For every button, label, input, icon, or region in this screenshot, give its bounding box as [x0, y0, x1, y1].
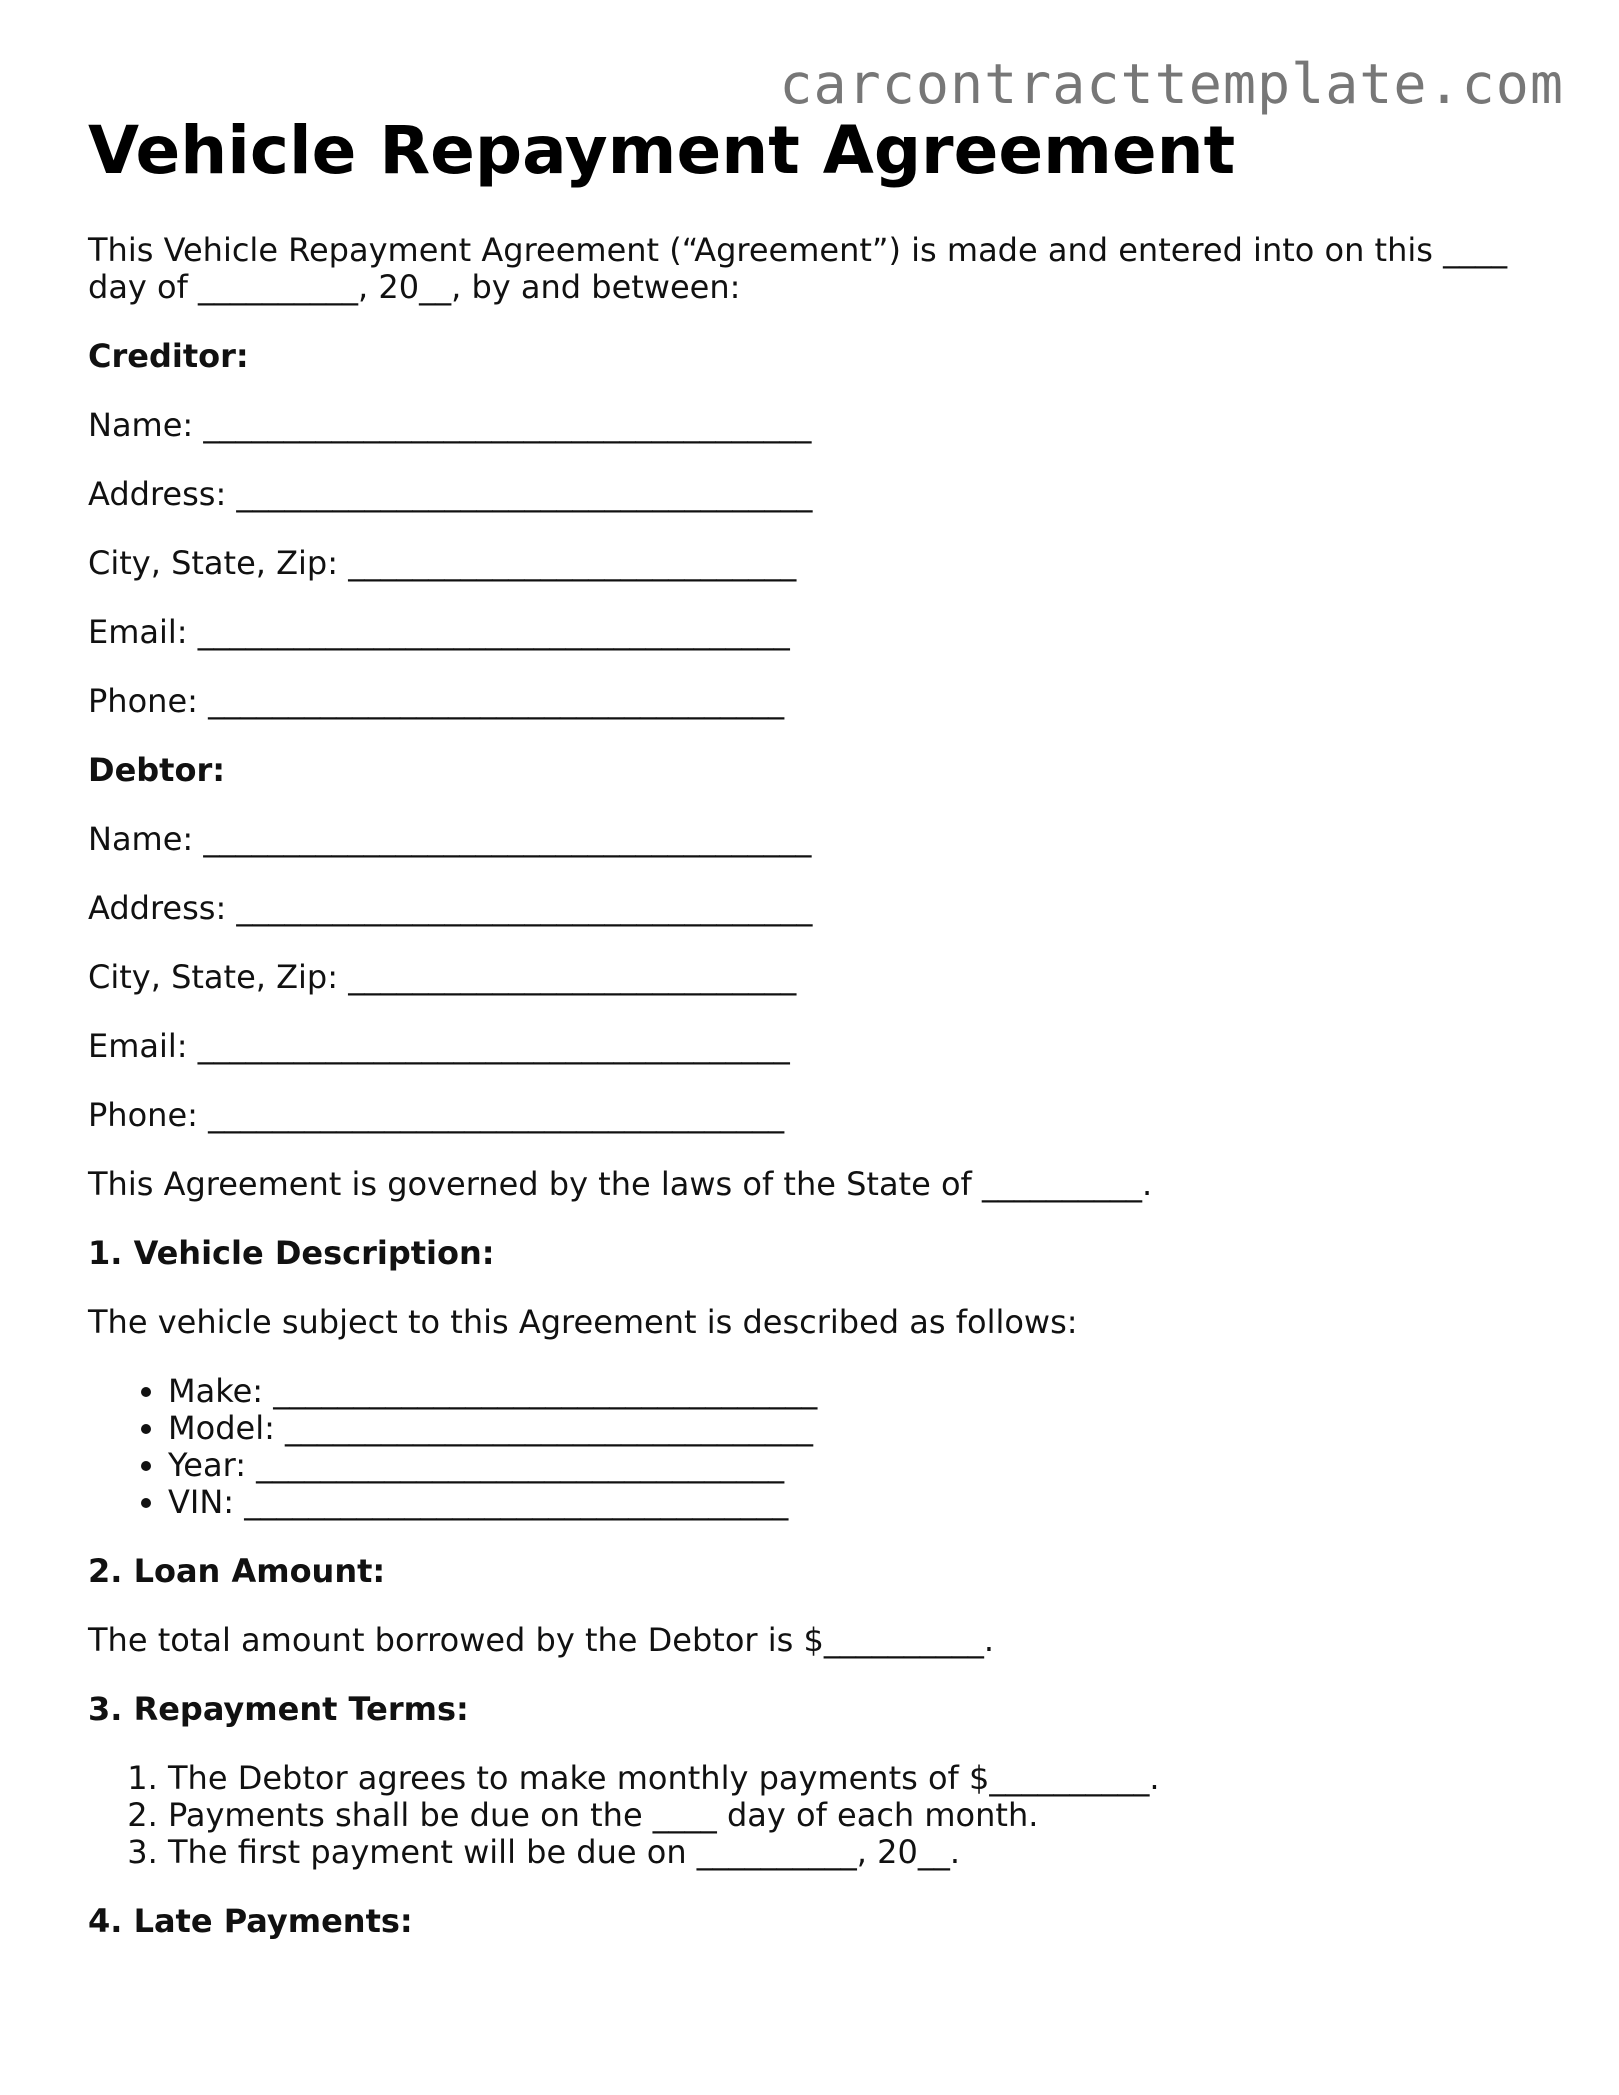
- repayment-list: [88, 1760, 1518, 1871]
- debtor-phone-field: Phone: ____________________________________: [88, 1096, 785, 1134]
- creditor-address-field: Address: ____________________________________: [88, 475, 813, 513]
- vehicle-year-item: • Year: _________________________________: [168, 1447, 1518, 1484]
- repayment-heading: 3. Repayment Terms:: [88, 1690, 469, 1728]
- debtor-email-field: Email: _____________________________________: [88, 1027, 790, 1065]
- debtor-address-field: Address: ____________________________________: [88, 889, 813, 927]
- intro-paragraph: This Vehicle Repayment Agreement (“Agreement”) is made and entered into on this ____ day of __________, 20__, by and between:: [88, 231, 1508, 306]
- repayment-item: 3. The first payment will be due on __________, 20__.: [168, 1834, 1518, 1871]
- vehicle-model-item: • Model: _________________________________: [168, 1410, 1518, 1447]
- debtor-name-field: Name: ______________________________________: [88, 820, 812, 858]
- creditor-city-field: City, State, Zip: ____________________________: [88, 544, 797, 582]
- debtor-heading: Debtor:: [88, 751, 226, 789]
- vehicle-vin-item: • VIN: __________________________________: [168, 1484, 1518, 1521]
- vehicle-heading: 1. Vehicle Description:: [88, 1234, 495, 1272]
- vehicle-make-item: • Make: __________________________________: [168, 1373, 1518, 1410]
- loan-heading: 2. Loan Amount:: [88, 1552, 386, 1590]
- debtor-city-field: City, State, Zip: ____________________________: [88, 958, 797, 996]
- repayment-item: 1. The Debtor agrees to make monthly payments of $__________.: [168, 1760, 1518, 1797]
- late-payments-heading: 4. Late Payments:: [88, 1902, 413, 1940]
- agreement-body: [88, 232, 1518, 1972]
- repayment-item: 2. Payments shall be due on the ____ day of each month.: [168, 1797, 1518, 1834]
- loan-text: The total amount borrowed by the Debtor is $__________.: [88, 1621, 994, 1659]
- site-watermark: carcontracttemplate.com: [779, 52, 1564, 116]
- creditor-name-field: Name: ______________________________________: [88, 406, 812, 444]
- creditor-heading: Creditor:: [88, 337, 249, 375]
- document-title: Vehicle Repayment Agreement: [88, 112, 1236, 189]
- creditor-phone-field: Phone: ____________________________________: [88, 682, 785, 720]
- governing-law: This Agreement is governed by the laws of the State of __________.: [88, 1165, 1153, 1203]
- creditor-email-field: Email: _____________________________________: [88, 613, 790, 651]
- vehicle-text: The vehicle subject to this Agreement is described as follows:: [88, 1303, 1078, 1341]
- vehicle-list: [88, 1373, 1518, 1521]
